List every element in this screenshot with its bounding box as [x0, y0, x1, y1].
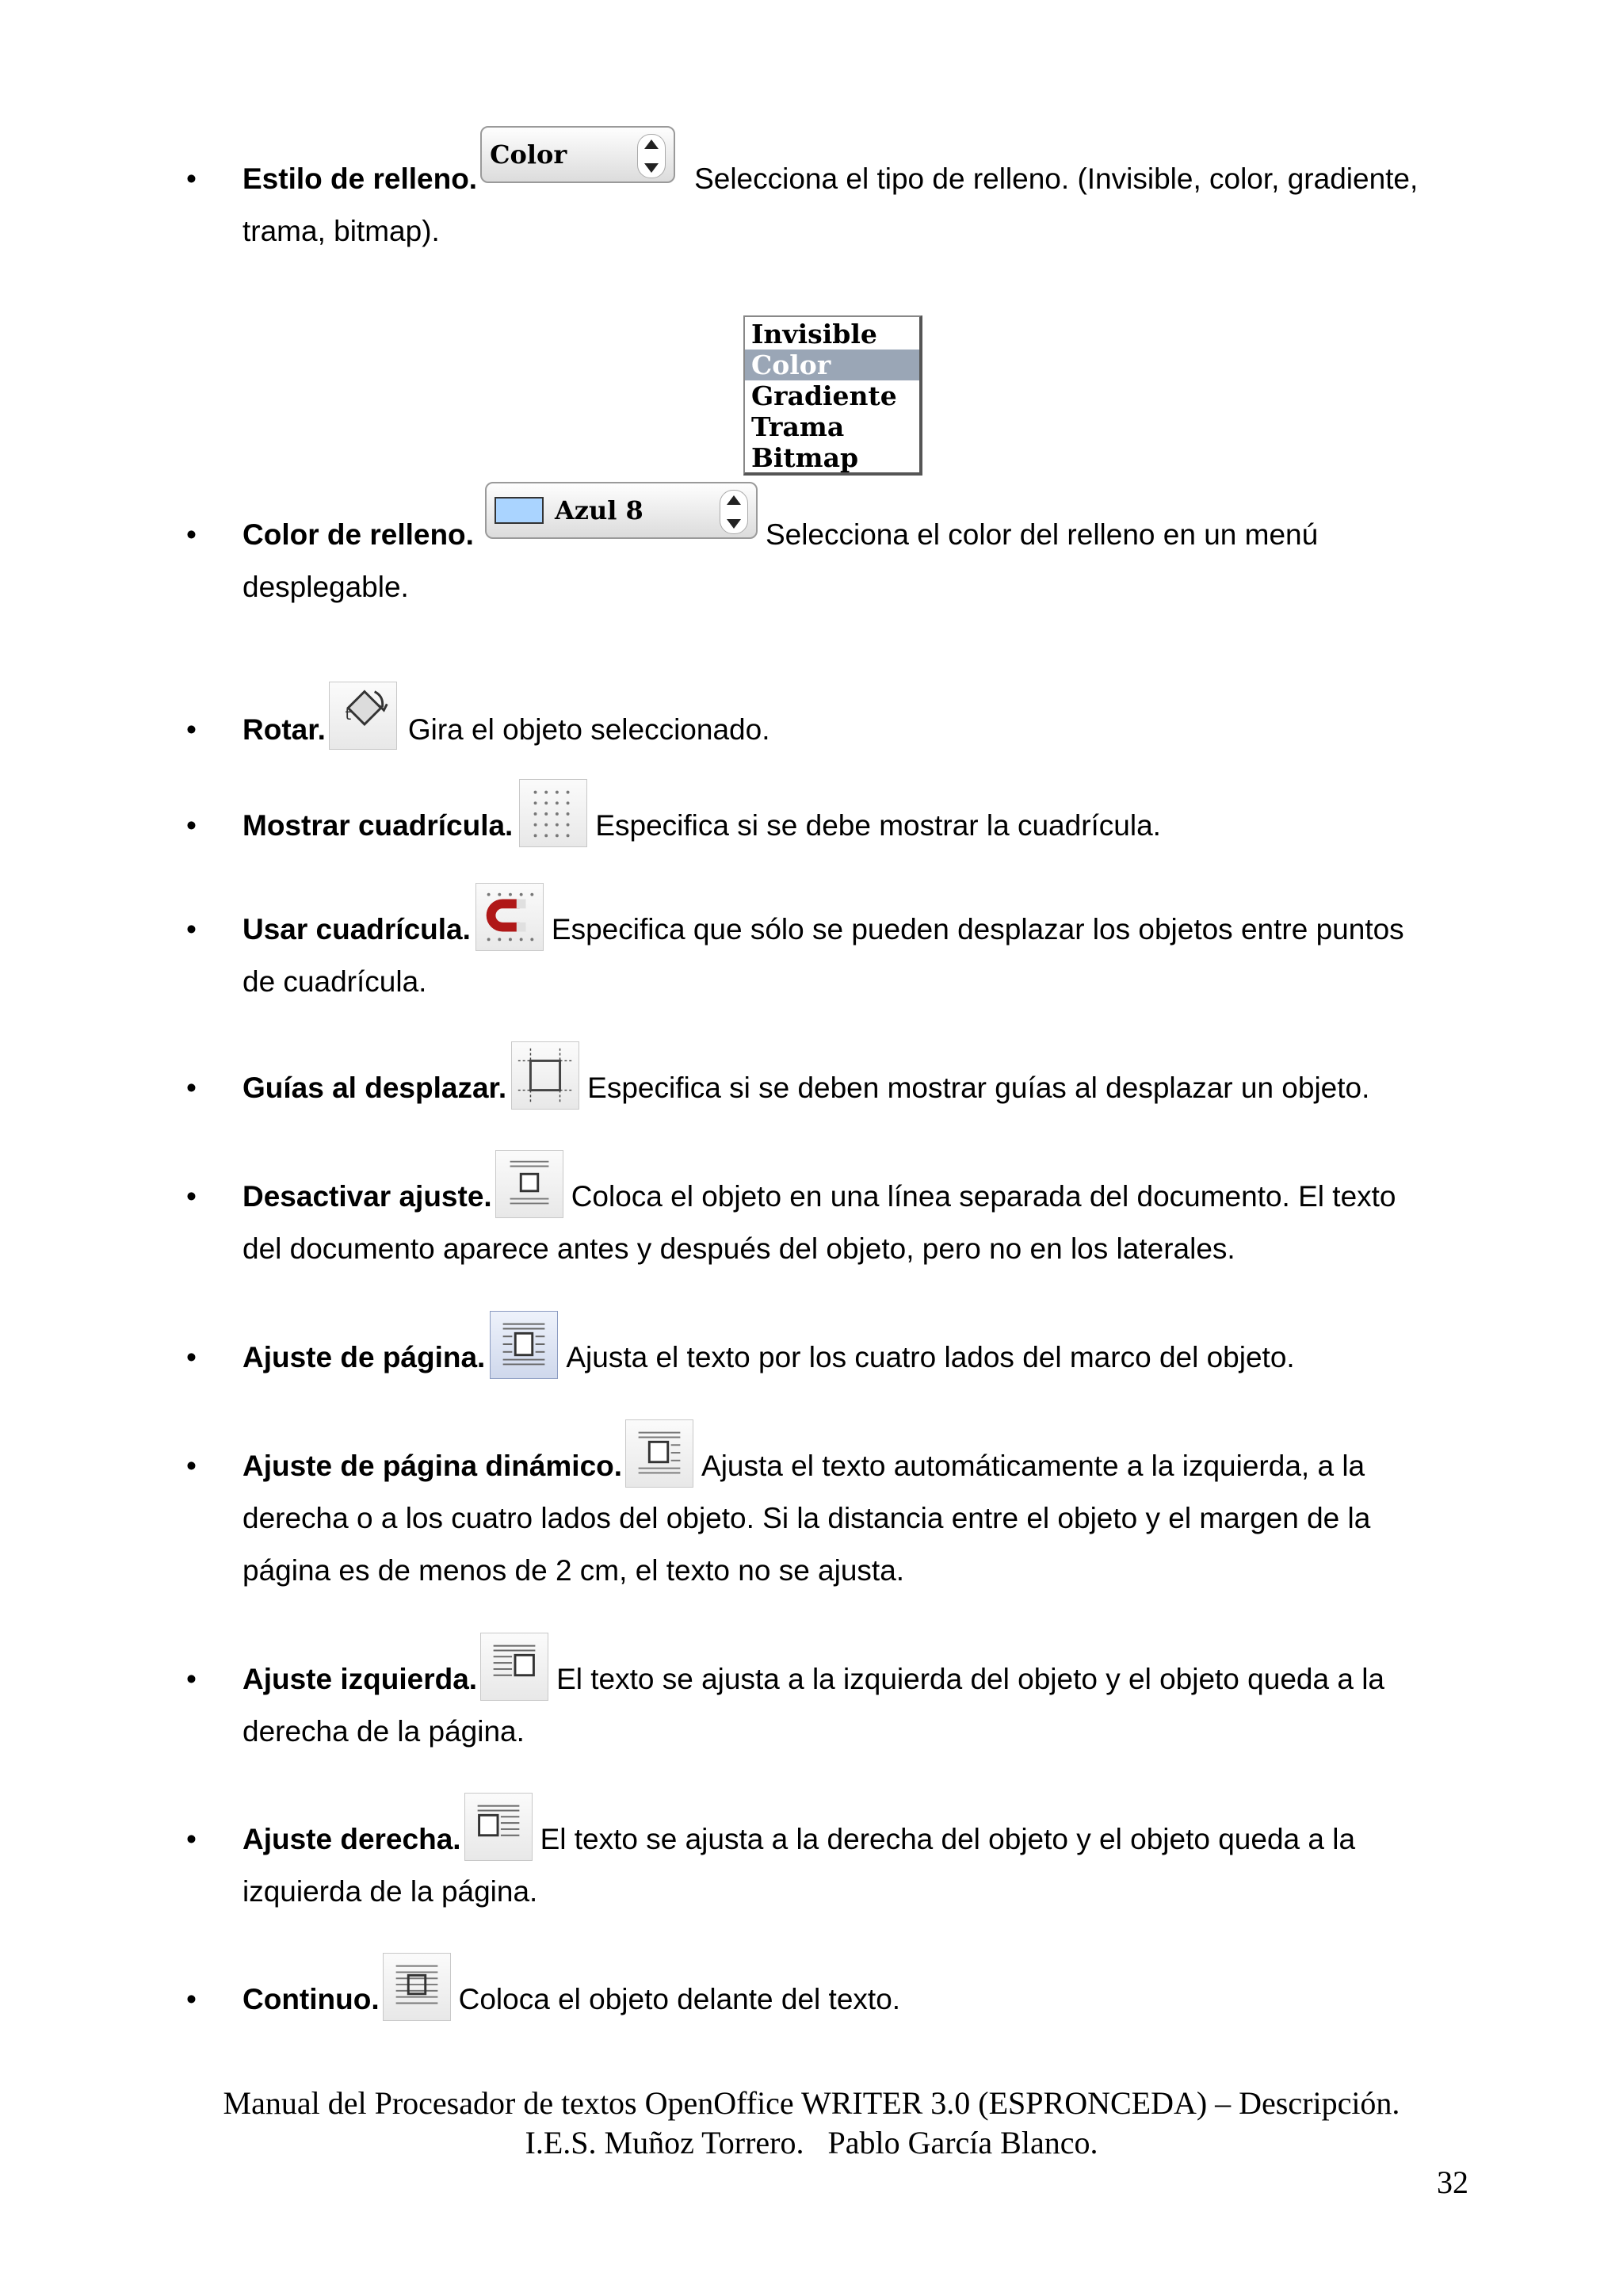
- list-item-rotate: [186, 704, 1458, 756]
- wrap-off-icon[interactable]: [495, 1150, 563, 1218]
- item-label: Rotar.: [242, 713, 326, 746]
- dropdown-option[interactable]: Trama: [751, 411, 845, 442]
- footer-line-1: Manual del Procesador de textos OpenOffice WRITER 3.0 (ESPRONCEDA) – Descripción.: [223, 2085, 1400, 2121]
- item-description: Selecciona el tipo de relleno. (Invisible, color, gradiente,: [694, 162, 1419, 195]
- bullet: •: [186, 1823, 197, 1855]
- item-description: Coloca el objeto en una línea separada del documento. El texto: [571, 1180, 1396, 1213]
- rotate-icon[interactable]: [329, 682, 397, 750]
- dropdown-option[interactable]: Bitmap: [751, 442, 859, 473]
- item-description: Especifica si se deben mostrar guías al desplazar un objeto.: [587, 1072, 1370, 1104]
- item-label: Color de relleno.: [242, 518, 474, 551]
- item-label: Estilo de relleno.: [242, 162, 478, 195]
- item-description-cont: trama, bitmap).: [242, 215, 440, 247]
- show-grid-icon[interactable]: [519, 779, 587, 847]
- bullet: •: [186, 1180, 197, 1213]
- item-description-cont: derecha de la página.: [242, 1715, 525, 1748]
- item-label: Mostrar cuadrícula.: [242, 809, 514, 842]
- wrap-through-icon[interactable]: [383, 1953, 451, 2021]
- page-number: 32: [1437, 2164, 1468, 2200]
- bullet: •: [186, 1450, 197, 1482]
- item-label: Guías al desplazar.: [242, 1072, 507, 1104]
- list-item-fill-color: [186, 495, 1458, 613]
- guides-icon[interactable]: [511, 1041, 579, 1110]
- item-label: Ajuste de página.: [242, 1341, 486, 1373]
- color-swatch-icon: [495, 497, 544, 524]
- bullet: •: [186, 913, 197, 946]
- bullet: •: [186, 713, 197, 746]
- item-description: Coloca el objeto delante del texto.: [458, 1983, 901, 2015]
- dropdown-option[interactable]: Gradiente: [751, 380, 897, 411]
- item-description: Especifica si se debe mostrar la cuadrícula.: [595, 809, 1161, 842]
- item-description-cont2: página es de menos de 2 cm, el texto no se ajusta.: [242, 1554, 905, 1587]
- item-description-cont: de cuadrícula.: [242, 965, 427, 998]
- fill-style-dropdown-list[interactable]: [743, 315, 922, 476]
- list-item-show-grid: [186, 800, 1458, 852]
- bullet: •: [186, 1341, 197, 1373]
- list-item-wrap-off: [186, 1171, 1458, 1275]
- footer-line-2: I.E.S. Muñoz Torrero. Pablo García Blanco.: [525, 2125, 1098, 2160]
- item-description: El texto se ajusta a la derecha del objeto y el objeto queda a la: [540, 1823, 1356, 1855]
- item-label: Usar cuadrícula.: [242, 913, 471, 946]
- svg-text:t: t: [345, 705, 352, 724]
- bullet: •: [186, 162, 197, 195]
- bullet: •: [186, 1663, 197, 1695]
- item-label: Desactivar ajuste.: [242, 1180, 492, 1213]
- list-item-wrap-left: [186, 1653, 1458, 1758]
- item-label: Ajuste derecha.: [242, 1823, 461, 1855]
- spin-arrows-icon[interactable]: [720, 490, 748, 534]
- snap-grid-icon[interactable]: [475, 883, 544, 951]
- list-item-wrap-right: [186, 1813, 1458, 1918]
- list-item-wrap-through: [186, 1973, 1458, 2026]
- item-description-cont: del documento aparece antes y después del objeto, pero no en los laterales.: [242, 1232, 1235, 1265]
- wrap-left-icon[interactable]: [480, 1633, 548, 1701]
- item-description: Selecciona el color del relleno en un menú: [765, 518, 1319, 551]
- list-item-fill-style: [186, 139, 1458, 258]
- spin-arrows-icon[interactable]: [637, 134, 666, 178]
- item-description: Gira el objeto seleccionado.: [407, 713, 770, 746]
- item-description: Ajusta el texto por los cuatro lados del marco del objeto.: [566, 1341, 1295, 1373]
- item-description-cont: izquierda de la página.: [242, 1875, 538, 1908]
- bullet: •: [186, 809, 197, 842]
- fill-style-select[interactable]: [480, 126, 675, 183]
- dropdown-option[interactable]: Invisible: [751, 319, 877, 350]
- bullet: •: [186, 518, 197, 551]
- list-item-page-wrap: [186, 1331, 1458, 1384]
- list-item-optimal-wrap: [186, 1440, 1458, 1597]
- bullet: •: [186, 1072, 197, 1104]
- item-label: Ajuste izquierda.: [242, 1663, 478, 1695]
- dropdown-option-selected[interactable]: Color: [745, 350, 919, 380]
- fill-color-value: Azul 8: [554, 495, 643, 525]
- item-label: Ajuste de página dinámico.: [242, 1450, 623, 1482]
- list-item-snap-grid: [186, 904, 1458, 1008]
- item-description-cont: desplegable.: [242, 571, 409, 603]
- optimal-wrap-icon[interactable]: [625, 1419, 693, 1488]
- item-description-cont: derecha o a los cuatro lados del objeto. Si la distancia entre el objeto y el margen de la: [242, 1502, 1371, 1534]
- item-label: Continuo.: [242, 1983, 380, 2015]
- fill-style-value: Color: [490, 139, 567, 170]
- wrap-right-icon[interactable]: [464, 1793, 533, 1861]
- item-description: Especifica que sólo se pueden desplazar los objetos entre puntos: [551, 913, 1404, 946]
- list-item-guides: [186, 1062, 1458, 1114]
- item-description: El texto se ajusta a la izquierda del objeto y el objeto queda a la: [556, 1663, 1384, 1695]
- fill-color-select[interactable]: [485, 482, 758, 539]
- bullet: •: [186, 1983, 197, 2015]
- item-description: Ajusta el texto automáticamente a la izquierda, a la: [701, 1450, 1365, 1482]
- page-wrap-icon[interactable]: [490, 1311, 558, 1379]
